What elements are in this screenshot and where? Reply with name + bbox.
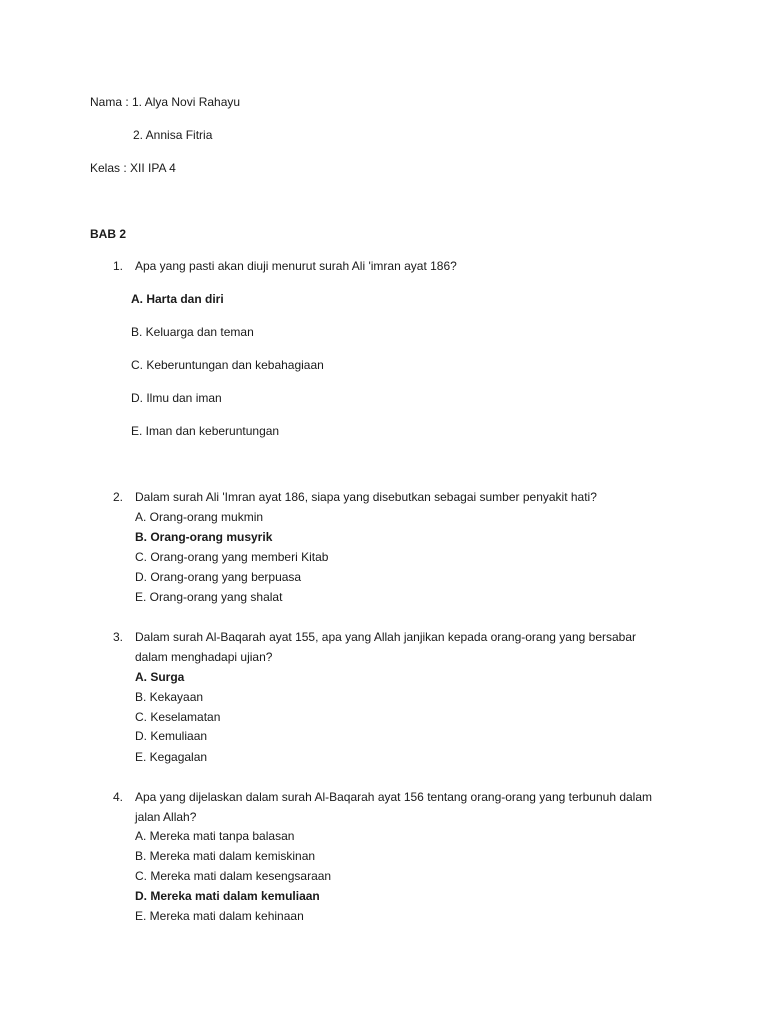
section-title: BAB 2 xyxy=(90,227,127,241)
option-b: B. Keluarga dan teman xyxy=(131,325,254,339)
class-line: Kelas : XII IPA 4 xyxy=(90,161,176,175)
option-d: D. Kemuliaan xyxy=(135,729,208,743)
question-text-continued: jalan Allah? xyxy=(135,810,197,824)
option-b: B. Mereka mati dalam kemiskinan xyxy=(135,849,316,863)
question-number: 2. xyxy=(113,490,124,504)
option-c: C. Mereka mati dalam kesengsaraan xyxy=(135,869,332,883)
option-b: B. Kekayaan xyxy=(135,690,204,704)
option-e: E. Kegagalan xyxy=(135,750,208,764)
question-number: 4. xyxy=(113,790,124,804)
option-d: D. Orang-orang yang berpuasa xyxy=(135,570,302,584)
option-a-correct: A. Harta dan diri xyxy=(131,292,224,306)
option-e: E. Mereka mati dalam kehinaan xyxy=(135,909,304,923)
option-c: C. Keselamatan xyxy=(135,710,221,724)
option-c: C. Orang-orang yang memberi Kitab xyxy=(135,550,329,564)
option-d-correct: D. Mereka mati dalam kemuliaan xyxy=(135,889,320,903)
option-e: E. Iman dan keberuntungan xyxy=(131,424,280,438)
option-a: A. Mereka mati tanpa balasan xyxy=(135,829,295,843)
question-number: 3. xyxy=(113,630,124,644)
question-text: Apa yang dijelaskan dalam surah Al-Baqarah ayat 156 tentang orang-orang yang terbunuh dalam xyxy=(135,790,653,804)
option-c: C. Keberuntungan dan kebahagiaan xyxy=(131,358,324,372)
question-text: Dalam surah Al-Baqarah ayat 155, apa yang Allah janjikan kepada orang-orang yang bersabar xyxy=(135,630,636,644)
option-b-correct: B. Orang-orang musyrik xyxy=(135,530,273,544)
option-a-correct: A. Surga xyxy=(135,670,185,684)
option-d: D. Ilmu dan iman xyxy=(131,391,222,405)
student-name-2: 2. Annisa Fitria xyxy=(133,128,213,142)
option-a: A. Orang-orang mukmin xyxy=(135,510,264,524)
question-text: Apa yang pasti akan diuji menurut surah Ali 'imran ayat 186? xyxy=(135,259,457,273)
student-name-line: Nama : 1. Alya Novi Rahayu xyxy=(90,95,241,109)
option-e: E. Orang-orang yang shalat xyxy=(135,590,283,604)
question-number: 1. xyxy=(113,259,124,273)
question-text-continued: dalam menghadapi ujian? xyxy=(135,650,273,664)
question-text: Dalam surah Ali 'Imran ayat 186, siapa yang disebutkan sebagai sumber penyakit hati? xyxy=(135,490,597,504)
